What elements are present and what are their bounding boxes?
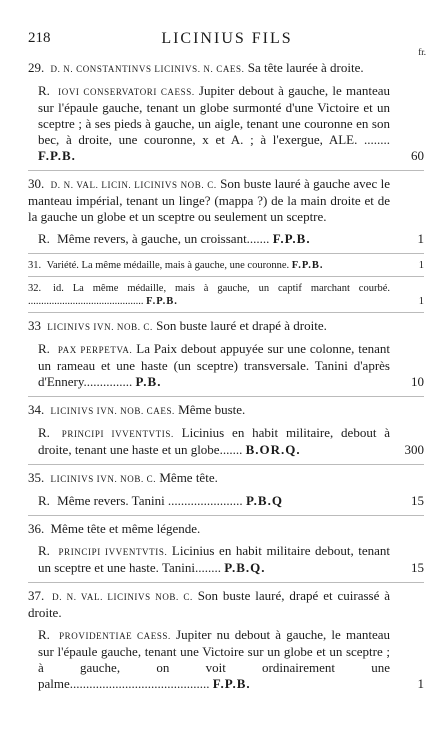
entry-number: 31. <box>28 260 42 271</box>
page-header <box>28 30 426 57</box>
entry-description: Sa tête laurée à droite. <box>247 60 364 75</box>
entry-description: Même buste. <box>178 402 246 417</box>
entry-description: Son buste lauré à gauche avec le manteau impérial, tenant un linge? (mappa ?) de la main droite et de la gauche un globe et un sceptre ou seulement un sceptre. <box>28 176 391 224</box>
coin-legend: D. N. VAL. LICIN. LICINIVS NOB. C. <box>50 180 217 190</box>
entry-number: 29. <box>28 60 45 75</box>
rarity-code: P.B.Q. <box>224 560 266 575</box>
entry-number: 36. <box>28 521 45 536</box>
catalogue-body <box>28 60 424 698</box>
coin-legend: LICINIVS IVN. NOB. C. <box>50 474 157 484</box>
rarity-code: B.OR.Q. <box>245 442 301 457</box>
reverse-entry <box>28 231 424 247</box>
reverse-entry <box>28 83 424 164</box>
coin-legend: PRINCIPI IVVENTVTIS. <box>61 429 174 439</box>
column-note: fr. <box>418 47 426 57</box>
entry-separator <box>28 464 424 465</box>
entry-number: 32. <box>28 283 42 294</box>
coin-entry <box>28 521 424 537</box>
page-number: 218 <box>28 30 51 46</box>
value-price: 15 <box>411 560 424 575</box>
coin-legend: IOVI CONSERVATORI CAESS. <box>58 87 195 97</box>
coin-entry <box>28 588 424 621</box>
entry-description: Même tête et même légende. <box>50 521 201 536</box>
page-title: LICINIUS FILS <box>161 30 293 47</box>
value-price: 15 <box>411 493 424 508</box>
entry-number: 37. <box>28 588 45 603</box>
value-price: 300 <box>404 442 424 457</box>
rarity-code: F.P.B. <box>212 676 251 691</box>
reverse-entry <box>28 627 424 692</box>
entry-separator <box>28 312 424 313</box>
reverse-mark: R. <box>38 425 50 440</box>
entry-description: Jupiter nu debout à gauche, le manteau sur l'épaule gauche, tenant une Victoire sur un globe et un sceptre ; à gauche, on voit ordinairement une palme........................................... <box>38 627 390 691</box>
reverse-entry <box>28 425 424 458</box>
reverse-mark: R. <box>38 341 50 356</box>
entry-separator <box>28 582 424 583</box>
entry-description: Même tête. <box>159 470 218 485</box>
entry-number: 30. <box>28 176 45 191</box>
entry-separator <box>28 253 424 254</box>
coin-legend: LICINIVS IVN. NOB. CAES. <box>50 406 175 416</box>
entry-number: 33 <box>28 318 41 333</box>
reverse-mark: R. <box>38 83 50 98</box>
rarity-code: F.P.B. <box>291 260 324 271</box>
rarity-code: F.P.B. <box>146 296 178 307</box>
rarity-code: P.B.Q <box>245 493 283 508</box>
value-price: 1 <box>417 676 424 691</box>
reverse-entry <box>28 543 424 576</box>
reverse-mark: R. <box>38 231 50 246</box>
entry-separator <box>28 170 424 171</box>
entry-description: id. La même médaille, mais à gauche, un captif marchant courbé. ............................................ <box>28 283 390 307</box>
entry-description: Licinius en habit militaire, debout à droite, tenant une haste et un globe....... <box>38 425 391 457</box>
value-price: 1 <box>418 296 424 307</box>
rarity-code: P.B. <box>135 374 162 389</box>
entry-separator <box>28 515 424 516</box>
rarity-code: F.P.B. <box>272 231 311 246</box>
reverse-entry <box>28 341 424 390</box>
entry-number: 35. <box>28 470 45 485</box>
entry-description: Son buste lauré, drapé et cuirassé à droite. <box>28 588 391 620</box>
coin-legend: D. N. CONSTANTINVS LICINIVS. N. CAES. <box>50 64 245 74</box>
entry-description: La Paix debout appuyée sur une colonne, tenant un rameau et une haste (un sceptre) transversale. Tanini d'après d'Ennery............... <box>38 341 391 389</box>
coin-entry <box>28 176 424 225</box>
coin-entry <box>28 402 424 419</box>
coin-entry <box>28 259 424 272</box>
entry-number: 34. <box>28 402 45 417</box>
coin-legend: D. N. VAL. LICINIVS NOB. C. <box>52 592 193 602</box>
entry-separator <box>28 276 424 277</box>
reverse-mark: R. <box>38 493 50 508</box>
coin-entry <box>28 470 424 487</box>
entry-description: Même revers. Tanini ....................... <box>57 493 243 508</box>
entry-separator <box>28 396 424 397</box>
coin-entry <box>28 60 424 77</box>
entry-description: Licinius en habit militaire debout, tenant un sceptre et une haste. Tanini........ <box>38 543 391 575</box>
value-price: 1 <box>417 231 424 246</box>
coin-legend: PRINCIPI IVVENTVTIS. <box>58 547 168 557</box>
coin-entry <box>28 282 424 308</box>
coin-legend: PAX PERPETVA. <box>57 345 133 355</box>
value-price: 10 <box>411 374 424 389</box>
entry-description: Jupiter debout à gauche, le manteau sur l'épaule gauche, tenant un globe surmonté d'une Victoire et un sceptre ; à ses pieds à gauche, un aigle, tenant une couronne en son bec, à droite, une couronne, x et A. ; à l'exergue, ALE. ........ <box>38 83 391 147</box>
coin-legend: LICINIVS IVN. NOB. C. <box>47 322 153 332</box>
entry-description: Variété. La même médaille, mais à gauche, une couronne. <box>46 260 290 271</box>
rarity-code: F.P.B. <box>38 148 76 163</box>
value-price: 1 <box>418 260 424 271</box>
reverse-mark: R. <box>38 627 50 642</box>
coin-legend: PROVIDENTIAE CAESS. <box>59 631 171 641</box>
entry-description: Même revers, à gauche, un croissant....... <box>57 231 270 246</box>
reverse-entry <box>28 493 424 509</box>
entry-description: Son buste lauré et drapé à droite. <box>156 318 327 333</box>
reverse-mark: R. <box>38 543 50 558</box>
coin-entry <box>28 318 424 335</box>
value-price: 60 <box>411 148 424 163</box>
